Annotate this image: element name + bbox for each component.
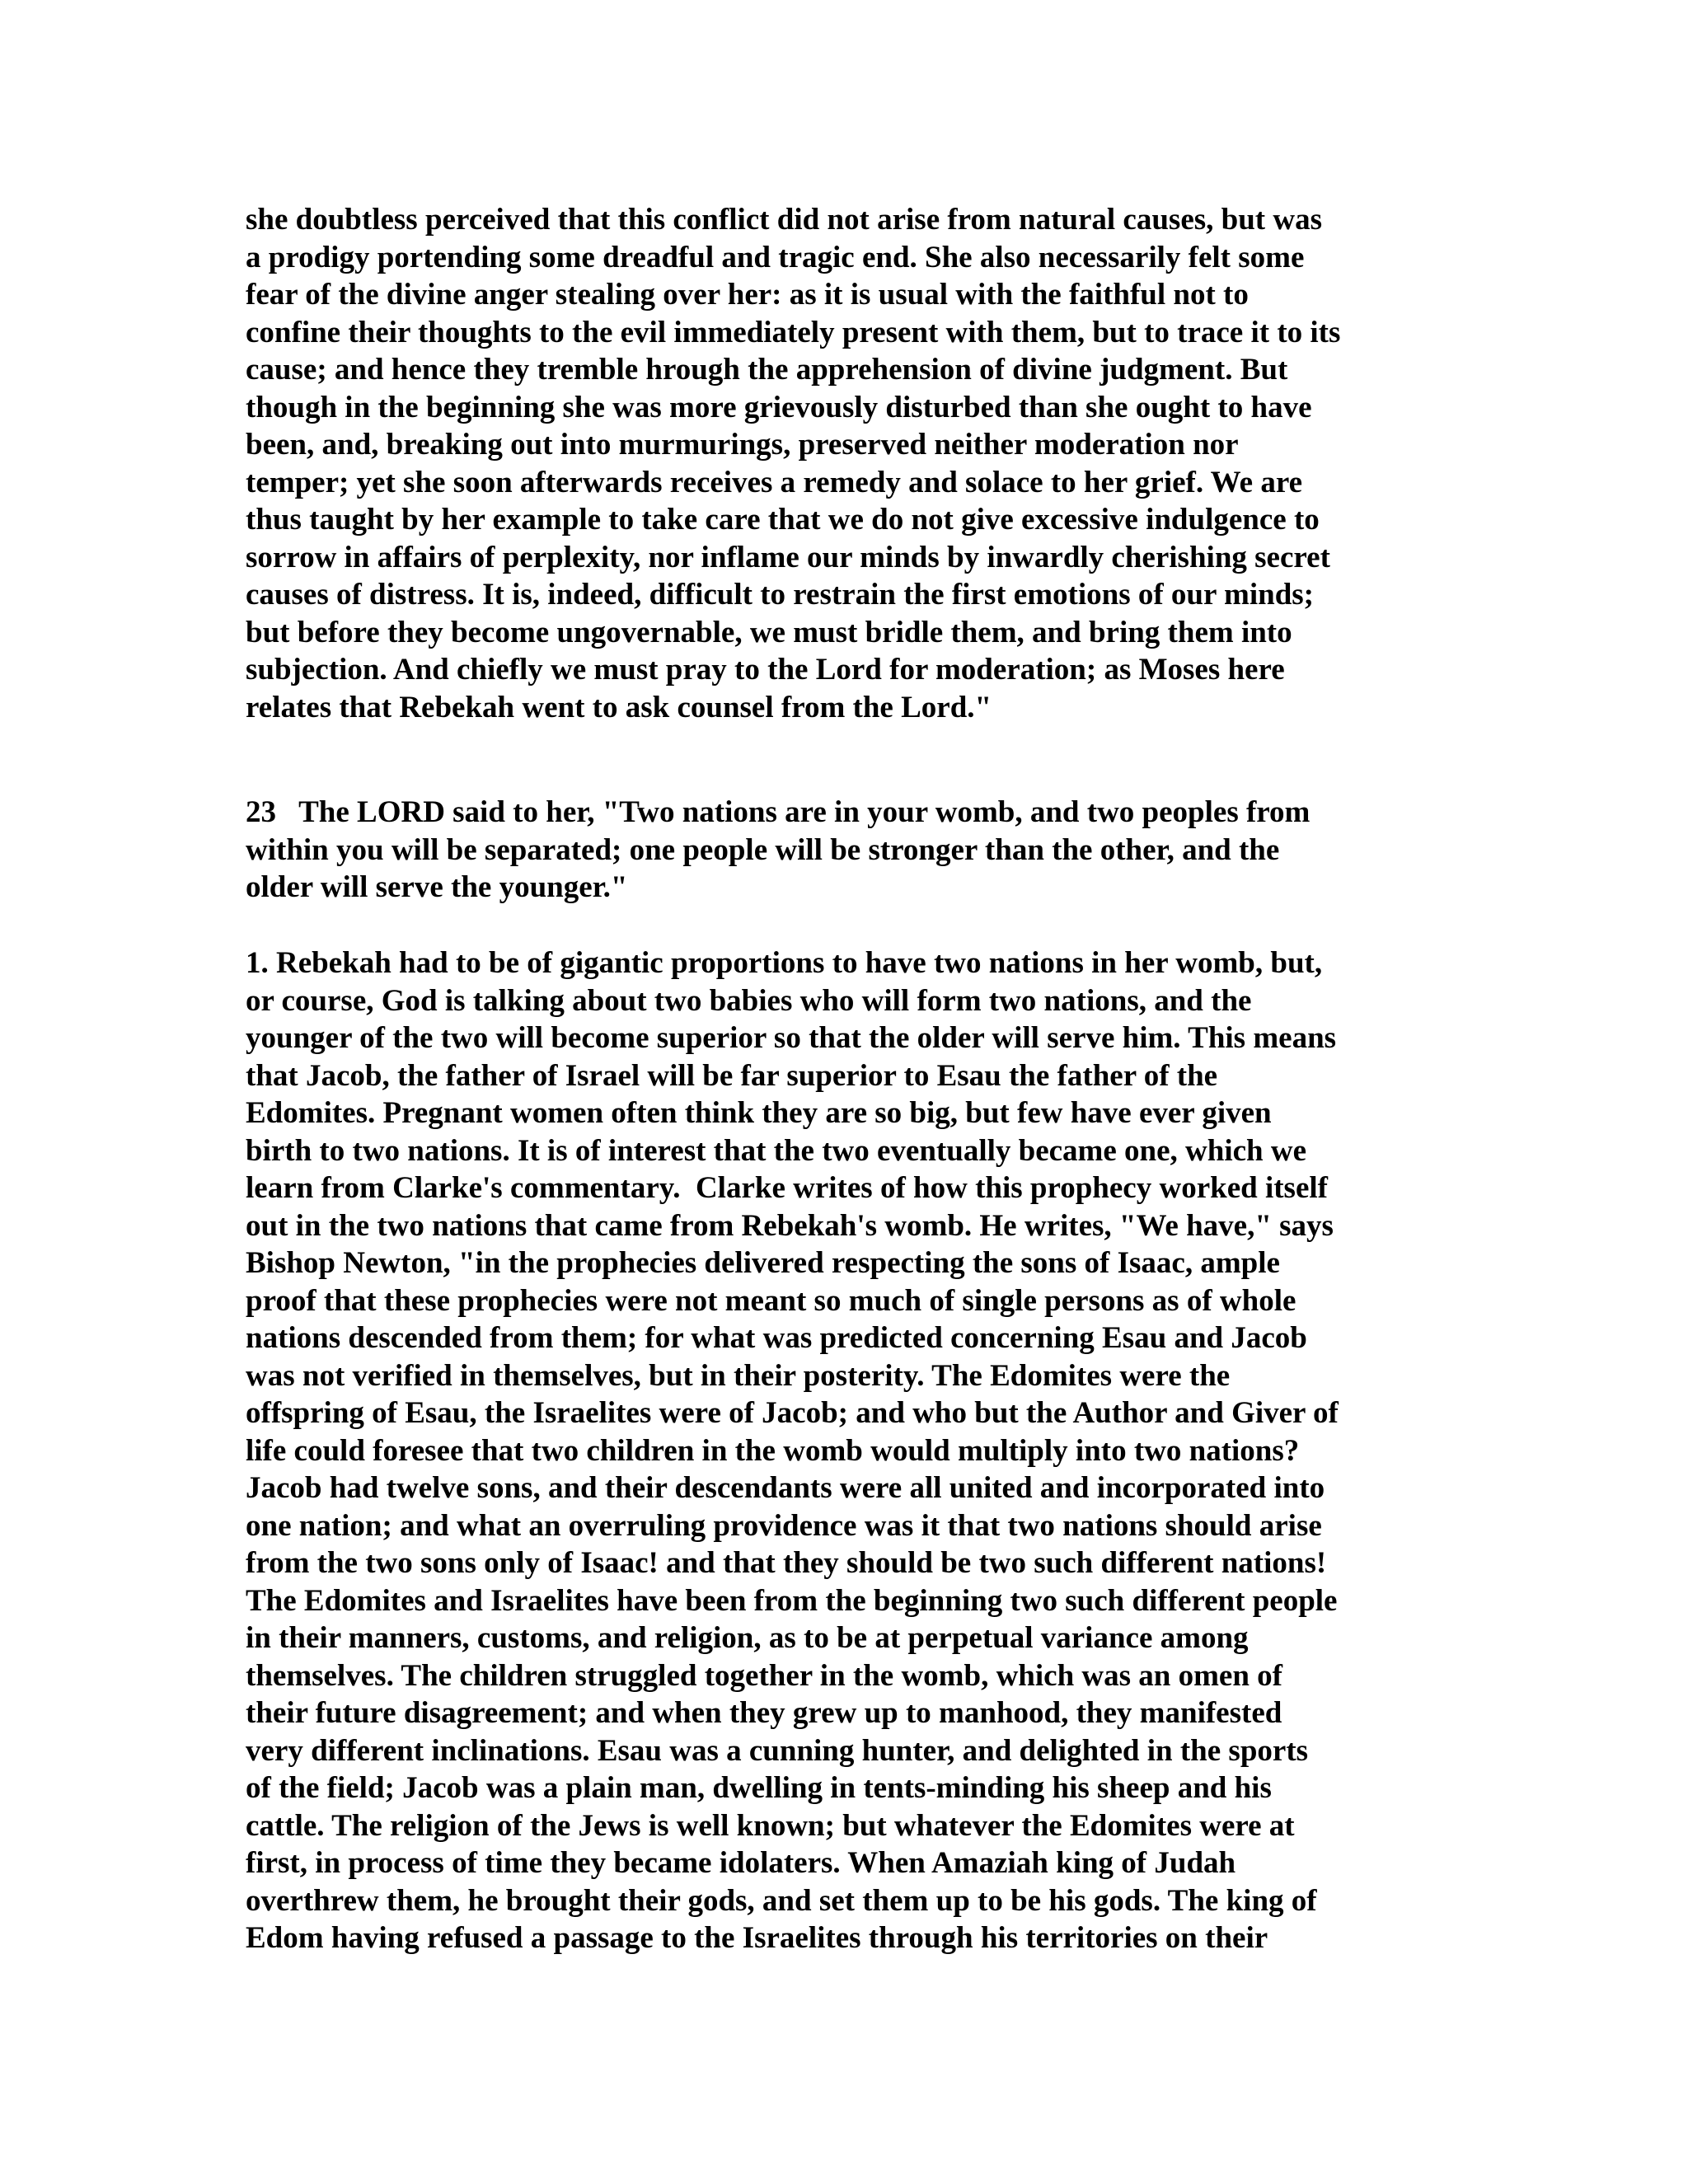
text-line: offspring of Esau, the Israelites were of Jacob; and who but the Author and Giver of (246, 1396, 1339, 1430)
text-line: a prodigy portending some dreadful and tragic end. She also necessarily felt some (246, 240, 1305, 274)
text-line: subjection. And chiefly we must pray to the Lord for moderation; as Moses here (246, 653, 1285, 687)
text-line: younger of the two will become superior so that the older will serve him. This means (246, 1021, 1337, 1055)
text-line: confine their thoughts to the evil immediately present with them, but to trace it to its (246, 315, 1341, 349)
text-line: their future disagreement; and when they grew up to manhood, they manifested (246, 1696, 1282, 1730)
text-line: Bishop Newton, "in the prophecies delivered respecting the sons of Isaac, ample (246, 1246, 1280, 1280)
text-line: that Jacob, the father of Israel will be far superior to Esau the father of the (246, 1058, 1218, 1093)
text-line: learn from Clarke's commentary. Clarke writes of how this prophecy worked itself (246, 1171, 1328, 1205)
commentary-paragraph-1 (246, 201, 1442, 726)
verse-23-paragraph (246, 794, 1442, 907)
text-line: though in the beginning she was more grievously disturbed than she ought to have (246, 390, 1312, 424)
text-line: within you will be separated; one people will be stronger than the other, and the (246, 832, 1280, 867)
text-line: she doubtless perceived that this conflict did not arise from natural causes, but was (246, 203, 1323, 237)
text-line: proof that these prophecies were not meant so much of single persons as of whole (246, 1283, 1296, 1318)
text-line: out in the two nations that came from Rebekah's womb. He writes, "We have," says (246, 1208, 1334, 1243)
text-line: older will serve the younger." (246, 870, 628, 904)
text-line: Edom having refused a passage to the Israelites through his territories on their (246, 1921, 1268, 1955)
text-line: Edomites. Pregnant women often think they are so big, but few have ever given (246, 1096, 1272, 1130)
text-line: causes of distress. It is, indeed, difficult to restrain the first emotions of our minds; (246, 578, 1314, 612)
text-line: first, in process of time they became idolaters. When Amaziah king of Judah (246, 1846, 1236, 1880)
text-line: Jacob had twelve sons, and their descendants were all united and incorporated into (246, 1471, 1325, 1505)
text-line: life could foresee that two children in the womb would multiply into two nations? (246, 1433, 1300, 1468)
text-line: or course, God is talking about two babies who will form two nations, and the (246, 983, 1252, 1018)
text-line: birth to two nations. It is of interest that the two eventually became one, which we (246, 1133, 1307, 1168)
text-line: but before they become ungovernable, we must bridle them, and bring them into (246, 615, 1292, 649)
text-line: was not verified in themselves, but in their posterity. The Edomites were the (246, 1358, 1231, 1393)
text-line: been, and, breaking out into murmurings, preserved neither moderation nor (246, 428, 1239, 462)
text-line: sorrow in affairs of perplexity, nor inflame our minds by inwardly cherishing secret (246, 540, 1330, 574)
text-line: cause; and hence they tremble hrough the apprehension of divine judgment. But (246, 353, 1288, 387)
text-line: in their manners, customs, and religion, as to be at perpetual variance among (246, 1621, 1249, 1655)
text-line: thus taught by her example to take care that we do not give excessive indulgence to (246, 503, 1320, 537)
text-line: one nation; and what an overruling providence was it that two nations should arise (246, 1508, 1322, 1543)
text-line: relates that Rebekah went to ask counsel from the Lord." (246, 690, 992, 724)
text-line: from the two sons only of Isaac! and that they should be two such different nations! (246, 1546, 1327, 1580)
text-line: nations descended from them; for what was predicted concerning Esau and Jacob (246, 1321, 1307, 1355)
text-line: The Edomites and Israelites have been from the beginning two such different people (246, 1583, 1338, 1618)
text-line: 23 The LORD said to her, "Two nations are in your womb, and two peoples from (246, 795, 1311, 829)
text-line: 1. Rebekah had to be of gigantic proportions to have two nations in her womb, but, (246, 946, 1323, 980)
text-line: overthrew them, he brought their gods, and set them up to be his gods. The king of (246, 1883, 1317, 1918)
commentary-paragraph-2 (246, 944, 1442, 1957)
text-line: themselves. The children struggled together in the womb, which was an omen of (246, 1658, 1282, 1693)
text-line: very different inclinations. Esau was a cunning hunter, and delighted in the sports (246, 1733, 1309, 1768)
text-line: cattle. The religion of the Jews is well known; but whatever the Edomites were at (246, 1808, 1295, 1843)
text-line: of the field; Jacob was a plain man, dwelling in tents-minding his sheep and his (246, 1771, 1272, 1805)
text-line: temper; yet she soon afterwards receives a remedy and solace to her grief. We are (246, 465, 1302, 499)
text-line: fear of the divine anger stealing over her: as it is usual with the faithful not to (246, 278, 1249, 312)
